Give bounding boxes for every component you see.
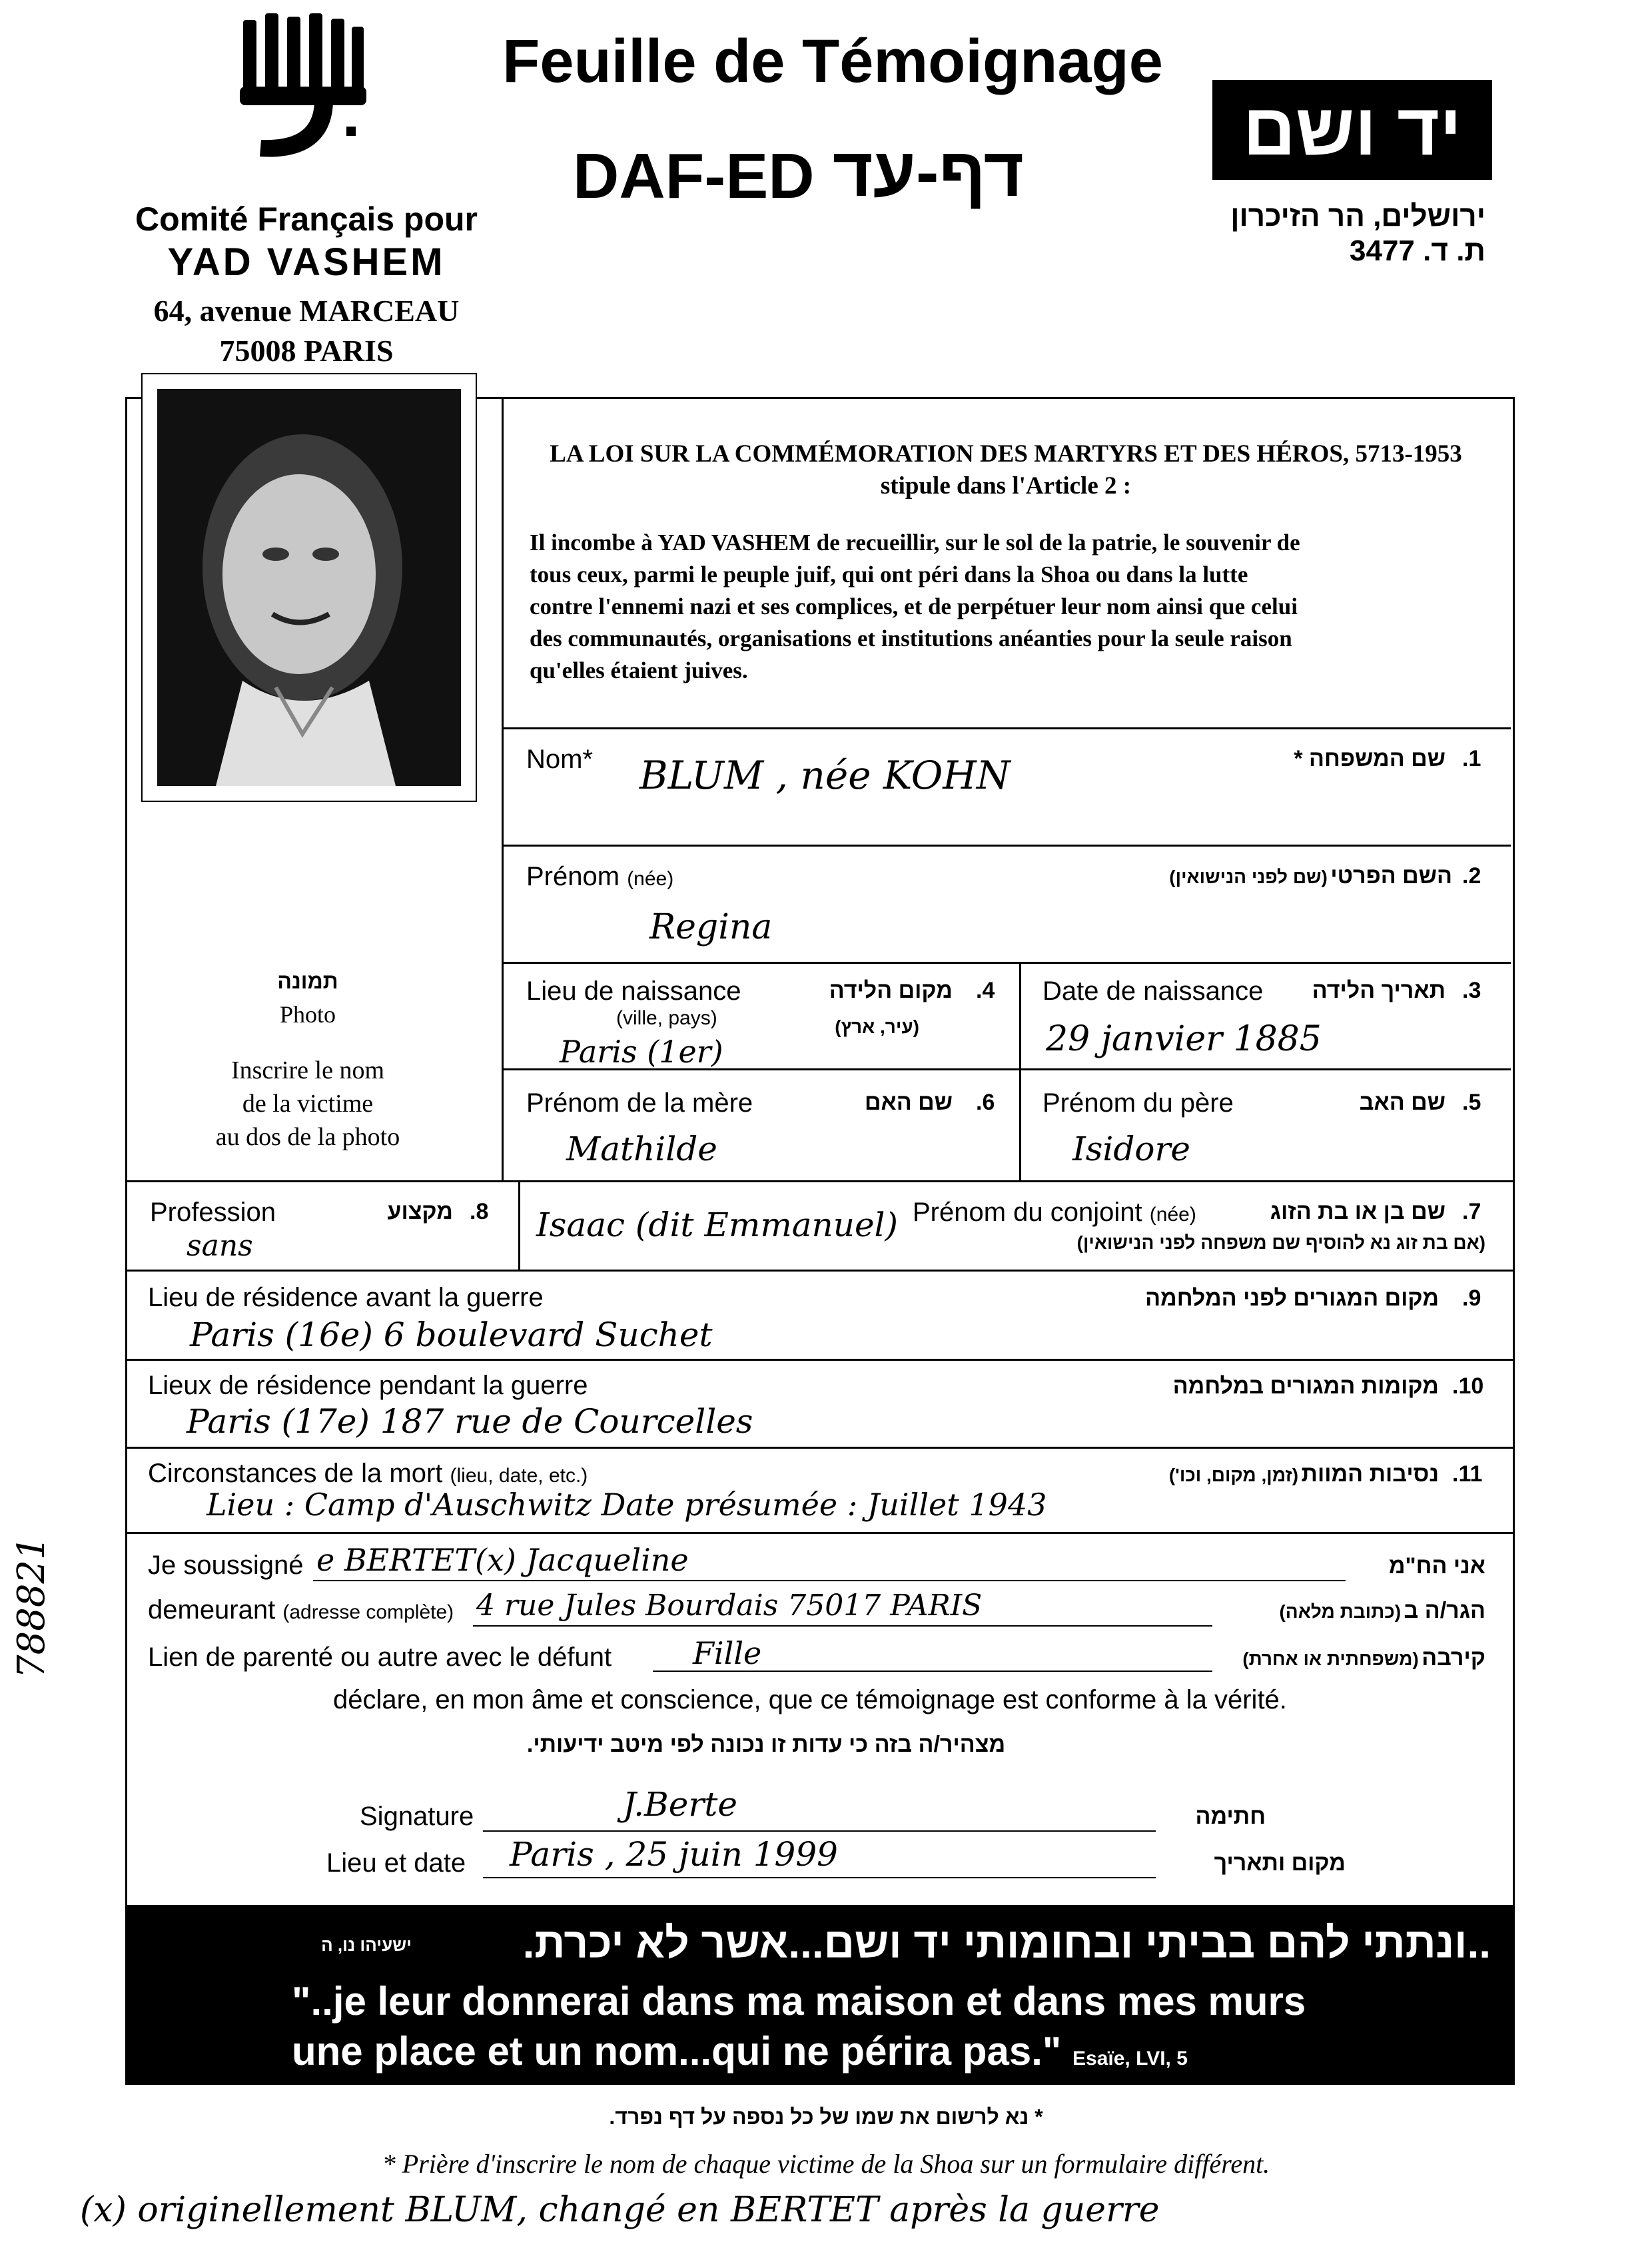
residence-pendant-value: Paris (17e) 187 rue de Courcelles	[187, 1402, 753, 1441]
demeurant-hebrew	[1219, 1598, 1485, 1624]
profession-column-divider	[518, 1180, 520, 1270]
declaration-text: déclare, en mon âme et conscience, que ce témoignage est conforme à la vérité.	[333, 1685, 1287, 1714]
law-subtitle: stipule dans l'Article 2 :	[880, 472, 1132, 500]
address-line2: 75008 PARIS	[219, 334, 394, 368]
demeurant-value: 4 rue Jules Bourdais 75017 PARIS	[476, 1589, 983, 1623]
profession-hebrew: מקצוע	[387, 1199, 453, 1224]
conjoint-label-small: (née)	[1149, 1204, 1196, 1226]
demeurant-line	[473, 1625, 1212, 1627]
lieu-date-value: Paris , 25 juin 1999	[510, 1835, 838, 1874]
conjoint-label-text: Prénom du conjoint	[913, 1198, 1142, 1227]
soussigne-hebrew: אני הח"מ	[1388, 1553, 1485, 1579]
conjoint-hebrew: שם בן או בת הזוג	[1270, 1199, 1446, 1224]
profession-value: sans	[187, 1229, 253, 1263]
prenom-label-small: (née)	[627, 868, 674, 890]
residence-pendant-top-divider	[125, 1359, 1513, 1361]
nom-bottom-divider	[502, 845, 1511, 847]
prenom-label-text: Prénom	[526, 862, 620, 891]
nom-label: Nom*	[526, 745, 594, 774]
photo-instruction-2: de la victime	[242, 1090, 374, 1118]
quote-banner	[125, 1905, 1515, 2085]
law-line-1: Il incombe à YAD VASHEM de recueillir, sur le sol de la patrie, le souvenir de	[530, 530, 1300, 556]
circonstances-value: Lieu : Camp d'Auschwitz Date présumée : Juillet 1943	[206, 1487, 1047, 1523]
lien-label: Lien de parenté ou autre avec le défunt	[148, 1643, 612, 1672]
date-naissance-hebrew: תאריך הלידה	[1312, 978, 1446, 1003]
prenom-number: .2	[1462, 863, 1481, 889]
witness-top-divider	[125, 1532, 1513, 1534]
demeurant-label-text: demeurant	[148, 1595, 276, 1625]
demeurant-hebrew-small: (כתובת מלאה)	[1279, 1601, 1402, 1622]
residence-avant-value: Paris (16e) 6 boulevard Suchet	[190, 1315, 713, 1354]
prenom-mere-number: .6	[976, 1090, 995, 1115]
side-handwritten-number: 788821	[10, 1536, 53, 1679]
prenom-label	[526, 862, 673, 892]
conjoint-value: Isaac (dit Emmanuel)	[536, 1206, 899, 1244]
address-line1: 64, avenue MARCEAU	[153, 294, 460, 328]
circonstances-hebrew-text: נסיבות המוות	[1301, 1461, 1439, 1487]
victim-photo	[141, 373, 477, 802]
prenom-mere-label: Prénom de la mère	[526, 1088, 753, 1118]
lien-value: Fille	[693, 1635, 762, 1671]
footer-french-note: * Prière d'inscrire le nom de chaque victime de la Shoa sur un formulaire différent.	[382, 2149, 1270, 2179]
prenom-mere-hebrew: שם האם	[865, 1090, 953, 1115]
photo-label: Photo	[279, 1001, 336, 1028]
date-naissance-number: .3	[1462, 978, 1481, 1003]
photo-instruction-1: Inscrire le nom	[230, 1056, 385, 1084]
residence-avant-top-divider	[125, 1270, 1513, 1272]
law-title: LA LOI SUR LA COMMÉMORATION DES MARTYRS ET DES HÉROS, 5713-1953	[550, 440, 1462, 468]
prenom-pere-value: Isidore	[1072, 1130, 1191, 1168]
signature-hebrew: חתימה	[1195, 1804, 1266, 1829]
jerusalem-address: ירושלים, הר הזיכרון	[1230, 200, 1485, 232]
law-line-5: qu'elles étaient juives.	[530, 657, 748, 683]
lien-hebrew-small: (משפחתית או אחרת)	[1242, 1649, 1419, 1669]
signature-label: Signature	[360, 1802, 474, 1831]
demeurant-hebrew-text: הגר/ה ב	[1404, 1598, 1485, 1623]
law-bottom-divider	[502, 727, 1511, 729]
residence-avant-label: Lieu de résidence avant la guerre	[148, 1283, 544, 1312]
prenom-value: Regina	[649, 907, 773, 947]
banner-reference: Esaïe, LVI, 5	[1072, 2048, 1188, 2069]
date-naissance-value: 29 janvier 1885	[1046, 1019, 1322, 1059]
banner-french-line2	[292, 2028, 1188, 2074]
law-line-2: tous ceux, parmi le peuple juif, qui ont péri dans la Shoa ou dans la lutte	[530, 562, 1248, 587]
yad-vashem-hebrew-logo: יד ושם	[1212, 80, 1492, 180]
yad-vashem-menorah-logo	[233, 13, 373, 180]
page-title: Feuille de Témoignage	[502, 27, 1163, 95]
law-line-3: contre l'ennemi nazi et ses complices, et de perpétuer leur nom ainsi que celui	[530, 593, 1298, 619]
profession-label: Profession	[150, 1198, 276, 1227]
soussigne-line	[313, 1580, 1346, 1581]
law-line-4: des communautés, organisations et institutions anéanties pour la seule raison	[530, 625, 1292, 651]
prenom-bottom-divider	[502, 962, 1511, 964]
lieu-date-label: Lieu et date	[326, 1848, 466, 1878]
banner-french-line1: "..je leur donnerai dans ma maison et dans mes murs	[292, 1979, 1306, 2024]
profession-top-divider	[125, 1180, 1513, 1182]
declaration-hebrew: מצהיר/ה בזה כי עדות זו נכונה לפי מיטב ידיעותי.	[526, 1732, 1006, 1757]
circonstances-hebrew-small: (זמן, מקום, וכו')	[1168, 1465, 1299, 1485]
page-subtitle-latin: DAF-ED	[573, 141, 815, 212]
conjoint-number: .7	[1462, 1199, 1481, 1224]
photo-instruction-3: au dos de la photo	[215, 1123, 400, 1151]
po-box: ת. ד. 3477	[1350, 234, 1485, 267]
naissance-column-divider	[1019, 962, 1021, 1180]
photo-hebrew-label: תמונה	[277, 969, 338, 993]
committee-line1: Comité Français pour	[135, 200, 478, 238]
lieu-naissance-value: Paris (1er)	[560, 1034, 723, 1070]
handwritten-note: (x) originellement BLUM, changé en BERTET après la guerre	[80, 2190, 1160, 2230]
lieu-naissance-number: .4	[976, 978, 995, 1003]
banner-hebrew-reference: ישעיהו נו, ה	[321, 1935, 412, 1955]
circonstances-top-divider	[125, 1447, 1513, 1449]
prenom-mere-value: Mathilde	[566, 1130, 717, 1168]
banner-french-line2-text: une place et un nom...qui ne périra pas."	[292, 2029, 1062, 2073]
signature-line	[483, 1830, 1156, 1832]
banner-hebrew-quote: ..ונתתי להם בביתי ובחומותי יד ושם...אשר לא יכרת.	[522, 1919, 1491, 1967]
lieu-naissance-small: (ville, pays)	[616, 1007, 717, 1029]
prenom-pere-number: .5	[1462, 1090, 1481, 1115]
circonstances-label	[148, 1459, 588, 1489]
profession-number: .8	[470, 1199, 489, 1224]
lieu-date-line	[483, 1877, 1156, 1878]
soussigne-value: e BERTET(x) Jacqueline	[316, 1542, 689, 1578]
residence-avant-hebrew: מקום המגורים לפני המלחמה	[1145, 1286, 1439, 1311]
lien-hebrew	[1219, 1645, 1485, 1671]
page-subtitle-hebrew: דף-עד	[833, 134, 1025, 211]
residence-pendant-label: Lieux de résidence pendant la guerre	[148, 1371, 588, 1400]
nom-hebrew-label: שם המשפחה *	[1294, 746, 1446, 771]
conjoint-label	[913, 1198, 1196, 1228]
date-naissance-label: Date de naissance	[1042, 976, 1264, 1006]
demeurant-label-small: (adresse complète)	[282, 1601, 454, 1623]
prenom-hebrew-small: (שם לפני הנישואין)	[1169, 867, 1328, 887]
residence-avant-number: .9	[1462, 1286, 1481, 1311]
circonstances-label-text: Circonstances de la mort	[148, 1459, 443, 1488]
circonstances-label-small: (lieu, date, etc.)	[450, 1465, 588, 1487]
prenom-pere-hebrew: שם האב	[1359, 1090, 1446, 1115]
committee-line2: YAD VASHEM	[167, 240, 446, 284]
nom-value: BLUM , née KOHN	[639, 753, 1011, 798]
lieu-date-hebrew: מקום ותאריך	[1214, 1850, 1346, 1876]
photo-column-divider	[502, 397, 504, 1180]
nom-number: .1	[1462, 746, 1481, 771]
prenom-hebrew-text: השם הפרטי	[1330, 863, 1452, 889]
conjoint-hebrew-small: (אם בת זוג נא להוסיף שם משפחה לפני הנישואין)	[1076, 1232, 1485, 1253]
residence-pendant-hebrew: מקומות המגורים במלחמה	[1172, 1373, 1439, 1399]
prenom-pere-label: Prénom du père	[1042, 1088, 1234, 1118]
prenom-hebrew-label	[1079, 863, 1452, 889]
lieu-naissance-hebrew-small: (עיר, ארץ)	[835, 1016, 919, 1037]
lieu-naissance-hebrew: מקום הלידה	[829, 978, 953, 1003]
lieu-naissance-label: Lieu de naissance	[526, 976, 741, 1006]
circonstances-number: .11	[1452, 1461, 1483, 1487]
footer-hebrew-note: * נא לרשום את שמו של כל נספה על דף נפרד.	[609, 2105, 1043, 2129]
soussigne-label: Je soussigné	[148, 1551, 304, 1580]
signature-value: J.Berte	[623, 1785, 737, 1824]
circonstances-hebrew	[1099, 1461, 1439, 1487]
residence-pendant-number: .10	[1452, 1373, 1484, 1399]
lien-hebrew-text: קירבה	[1422, 1645, 1485, 1671]
demeurant-label	[148, 1595, 454, 1625]
